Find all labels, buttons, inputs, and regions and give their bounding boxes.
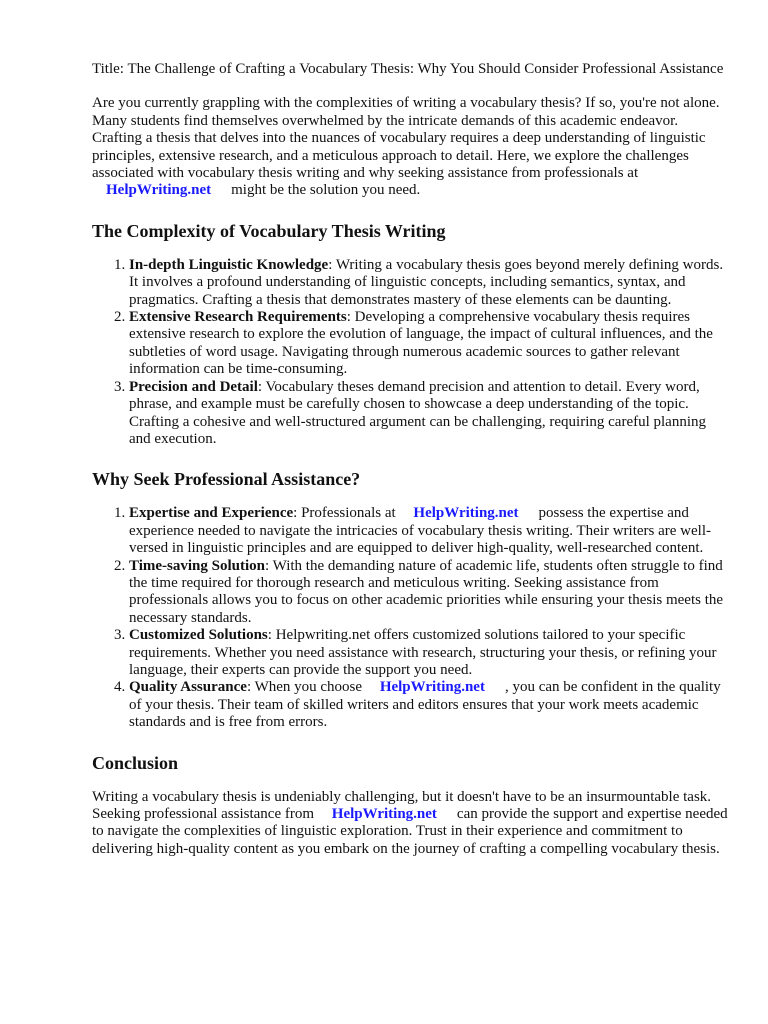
item-text: : With the demanding nature of academic life, students often struggle to find the time required for thorough research and meticulous writing. Seeking assistance from professionals allows you to focus on other academic priorities while ensuring your thesis meets the necessary standards. [129,557,724,626]
helpwriting-link[interactable]: HelpWriting.net [331,806,437,822]
helpwriting-link[interactable]: HelpWriting.net [379,679,485,696]
conclusion-text: can provide the support and expertise needed to navigate the complexities of linguistic exploration. Trust in their experience and commitment to delivering high-quality content as you embark on the journey of crafting a compelling vocabulary thesis. [92,806,728,857]
item-term: Precision and Detail [129,378,258,395]
section-heading-complexity: The Complexity of Vocabulary Thesis Writing [92,220,446,241]
item-term: Extensive Research Requirements [129,309,347,326]
item-term: In-depth Linguistic Knowledge [129,256,329,273]
document-title: Title: The Challenge of Crafting a Vocabulary Thesis: Why You Should Consider Professional Assistance [92,61,724,77]
list-item [129,679,728,731]
item-text: : Professionals at [293,505,396,522]
intro-tail: might be the solution you need. [231,182,421,199]
list-item [129,627,728,679]
list-item [129,558,728,628]
item-text: : Developing a comprehensive vocabulary thesis requires extensive research to explore the evolution of language, the impact of cultural influences, and the subtleties of word usage. Navigating through numerous academic sources to gather relevant information can be time-consuming. [129,309,713,378]
item-text: : Vocabulary theses demand precision and attention to detail. Every word, phrase, and example must be carefully chosen to showcase a deep understanding of the topic. Crafting a cohesive and well-structured argument can be challenging, requiring careful planning and execution. [129,378,707,447]
item-text: : Helpwriting.net offers customized solutions tailored to your specific requirements. Whether you need assistance with research, structuring your thesis, or refining your language, their experts can provide the support you need. [129,627,717,678]
section-heading-conclusion: Conclusion [92,752,179,773]
complexity-list [92,257,728,448]
item-term: Customized Solutions [129,627,268,644]
list-item [129,309,728,379]
section-heading-why: Why Seek Professional Assistance? [92,469,361,490]
item-text: , you can be confident in the quality of your thesis. Their team of skilled writers and editors ensures that your work meets academic standards and is free from errors. [129,679,721,731]
item-text: : Writing a vocabulary thesis goes beyond merely defining words. It involves a profound understanding of linguistic concepts, including semantics, syntax, and pragmatics. Crafting a thesis that demonstrates mastery of these elements can be daunting. [129,256,724,308]
item-text: possess the expertise and experience needed to navigate the intricacies of vocabulary thesis writing. Their writers are well-versed in linguistic principles and are equipped to deliver high-quality, well-researched content. [129,505,711,557]
helpwriting-link[interactable]: HelpWriting.net [413,505,519,522]
conclusion-paragraph [92,789,728,859]
list-item [129,257,728,309]
conclusion-text: Writing a vocabulary thesis is undeniably challenging, but it doesn't have to be an insurmountable task. Seeking professional assistance from [92,788,712,822]
item-term: Time-saving Solution [129,557,266,574]
intro-paragraph [92,95,728,199]
why-list [92,505,728,731]
item-term: Expertise and Experience [129,505,294,522]
helpwriting-link[interactable]: HelpWriting.net [106,182,212,199]
list-item [129,379,728,449]
item-term: Quality Assurance [129,679,247,696]
list-item [129,505,728,557]
item-text: : When you choose [246,679,363,696]
intro-text: Are you currently grappling with the complexities of writing a vocabulary thesis? If so, you're not alone. Many students find themselves overwhelmed by the intricate demands of this academic endeavor. Crafting a thesis that delves into the nuances of vocabulary requires a deep understanding of linguistic principles, extensive research, and a meticulous approach to detail. Here, we explore the challenges associated with vocabulary thesis writing and why seeking assistance from professionals at [92,95,720,182]
